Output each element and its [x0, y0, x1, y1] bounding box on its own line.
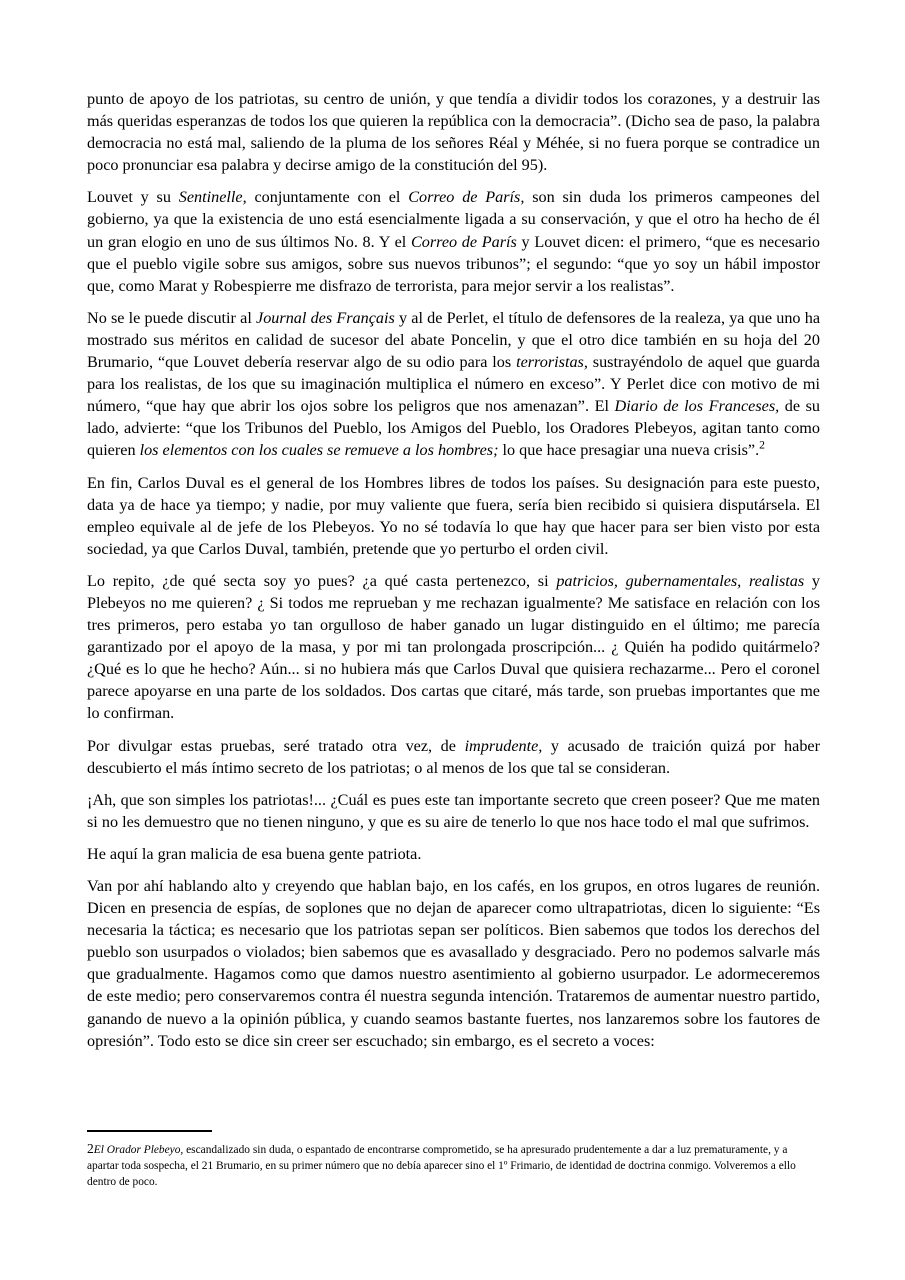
footnote-area: [87, 1130, 820, 1191]
text-run: sustrayéndolo de aquel que guarda para los realistas, de los que su imaginación multiplica el número en exceso”. Y Perlet dice con motivo de mi número, “que hay que abrir los ojos sobre los peligros que nos amenazan”. El: [87, 353, 820, 416]
text-run: Lo repito, ¿de qué secta soy yo pues? ¿a qué casta pertenezco, si: [87, 571, 557, 590]
text-run: escandalizado sin duda, o espantado de encontrarse comprometido, se ha apresurado prudentemente a dar a luz prematuramente, y a apartar toda sospecha, el 21 Brumario, en su primer número que no debía aparecer sino el 1º Frimario, de identidad de doctrina conmigo. Volveremos a ello dentro de poco.: [87, 1143, 796, 1189]
italic-run: Journal des Français: [256, 308, 395, 327]
italic-run: Sentinelle,: [178, 188, 247, 207]
text-run: Louvet y su: [87, 188, 179, 207]
text-run: No se le puede discutir al: [87, 308, 257, 327]
text-run: ¡Ah, que son simples los patriotas!... ¿Cuál es pues este tan importante secreto que creen poseer? Que me maten si no les demuestro que no tienen ninguno, y que es su aire de tenerlo lo que nos hace todo el mal que sufrimos.: [87, 790, 820, 831]
body-text-column: [87, 88, 820, 1052]
text-run: y Louvet dicen: el primero, “que es necesario que el pueblo vigile sobre sus amigos, sobre sus nuevos tribunos”; el segundo: “que yo soy un hábil impostor que, como Marat y Robespierre me disfrazo de terrorista, para mejor servir a los realistas”.: [87, 232, 821, 295]
paragraph: [87, 88, 820, 176]
text-run: de su lado, advierte: “que los Tribunos del Pueblo, los Amigos del Pueblo, los Oradores Plebeyos, agitan tanto como quieren: [87, 397, 821, 460]
italic-run: patricios, gubernamentales, realistas: [556, 571, 805, 590]
text-run: lo que hace presagiar una nueva crisis”.: [498, 441, 760, 460]
text-run: En fin, Carlos Duval es el general de los Hombres libres de todos los países. Su designación para este puesto, data ya de hace ya tiempo; y nadie, por muy valiente que fuera, sería bien recibido si quisiera disputársela. El empleo equivale al de jefe de los Plebeyos. Yo no sé todavía lo que hay que hacer para ser bien visto por esta sociedad, ya que Carlos Duval, también, pretende que yo perturbo el orden civil.: [87, 473, 820, 558]
footnote-separator-rule: [87, 1130, 212, 1132]
text-run: y al de Perlet, el título de defensores de la realeza, ya que uno ha mostrado sus méritos en calidad de sucesor del abate Poncelin, y que el otro dice también en su hoja del 20 Brumario, “que Louvet debería reservar algo de su odio para los: [87, 308, 821, 372]
italic-run: terroristas,: [516, 353, 588, 372]
paragraph: [87, 570, 820, 725]
paragraph: [87, 875, 820, 1052]
paragraph: [87, 472, 820, 560]
italic-run: Correo de París,: [408, 188, 525, 207]
paragraph: [87, 307, 820, 462]
footnote-number: 2: [87, 1140, 94, 1156]
text-run: punto de apoyo de los patriotas, su centro de unión, y que tendía a dividir todos los corazones, y a destruir las más queridas esperanzas de todos los que quieren la república con la democracia”. (Dicho sea de paso, la palabra democracia no está mal, saliendo de la pluma de los señores Réal y Méhée, si no fuera porque se contradice un poco pronunciar esa palabra y decirse amigo de la constitución del 95).: [87, 90, 820, 175]
text-run: conjuntamente con el: [246, 188, 409, 207]
text-run: He aquí la gran malicia de esa buena gente patriota.: [87, 844, 422, 863]
italic-run: El Orador Plebeyo,: [93, 1143, 184, 1156]
paragraph: [87, 843, 820, 865]
text-run: y Plebeyos no me quieren? ¿ Si todos me reprueban y me rechazan igualmente? Me satisface en relación con los tres primeros, pero estaba yo tan orgulloso de haber ganado un lugar distinguido en el último; me parecía garantizado por el apoyo de la masa, y por mi tan prolongada proscripción... ¿ Quién ha podido quitármelo? ¿Qué es lo que he hecho? Aún... si no hubiera más que Carlos Duval que quisiera rechazarme... Pero el coronel parece apoyarse en una parte de los soldados. Dos cartas que citaré, más tarde, son pruebas importantes que me lo confirman.: [87, 571, 821, 723]
text-run: Van por ahí hablando alto y creyendo que hablan bajo, en los cafés, en los grupos, en otros lugares de reunión. Dicen en presencia de espías, de soplones que no dejan de aparecer como ultrapatriotas, dicen lo siguiente: “Es necesaria la táctica; es necesario que los patriotas sepan ser políticos. Bien sabemos que todos los derechos del pueblo son usurpados o violados; bien sabemos que es avasallado y desgraciado. Pero no podemos salvarle más que gradualmente. Hagamos como que damos nuestro asentimiento al gobierno usurpador. Le adormeceremos de este medio; pero conservaremos contra él nuestra segunda intención. Trataremos de aumentar nuestro partido, ganando de nuevo a la opinión pública, y cuando seamos bastante fuertes, nos lanzaremos sobre los fautores de opresión”. Todo esto se dice sin creer ser escuchado; sin embargo, es el secreto a voces:: [87, 877, 820, 1050]
paragraph: [87, 789, 820, 833]
footnote: [87, 1141, 813, 1191]
footnote-reference: 2: [759, 439, 765, 453]
italic-run: los elementos con los cuales se remueve a los hombres;: [139, 441, 499, 460]
text-run: Por divulgar estas pruebas, seré tratado otra vez, de: [87, 736, 465, 755]
italic-run: imprudente,: [464, 736, 543, 755]
italic-run: Diario de los Franceses,: [614, 397, 780, 416]
text-run: son sin duda los primeros campeones del gobierno, ya que la existencia de uno está esencialmente ligada a su conservación, y que el otro ha hecho de él un gran elogio en uno de sus últimos No. 8. Y el: [87, 188, 821, 251]
paragraph: [87, 186, 820, 296]
italic-run: Correo de París: [410, 232, 517, 251]
paragraph: [87, 735, 820, 779]
text-run: y acusado de traición quizá por haber descubierto el más íntimo secreto de los patriotas; o al menos de los que tal se consideran.: [87, 736, 821, 777]
